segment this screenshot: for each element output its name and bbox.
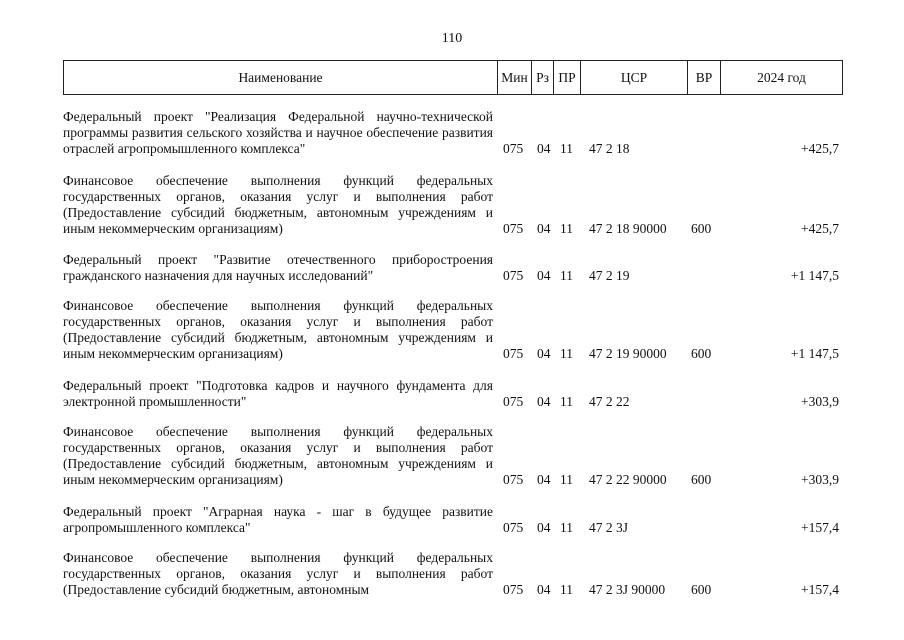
row-rz: 04 [537, 520, 551, 535]
row-rz: 04 [537, 394, 551, 409]
row-name: Финансовое обеспечение выполнения функций федеральных государственных органов, оказания услуг и выполнения работ (Предоставление субсидий бюджетным, автономным [63, 550, 493, 597]
table-row [63, 424, 843, 488]
table-row [63, 550, 843, 598]
page-number: 110 [441, 31, 463, 46]
row-sum: +1 147,5 [790, 268, 839, 283]
row-name: Федеральный проект "Реализация Федеральной научно-технической программы развития сельского хозяйства и научное обеспечение развития отраслей агропромышленного комплекса" [63, 109, 493, 156]
row-pr: 11 [560, 582, 573, 597]
table-row [63, 109, 843, 157]
header-min: Мин [498, 61, 532, 94]
row-min: 075 [503, 221, 524, 236]
row-name: Федеральный проект "Аграрная наука - шаг в будущее развитие агропромышленного комплекса" [63, 504, 493, 535]
row-pr: 11 [560, 268, 573, 283]
row-min: 075 [503, 582, 524, 597]
row-vr: 600 [691, 346, 712, 361]
row-min: 075 [503, 346, 524, 361]
row-min: 075 [503, 141, 524, 156]
row-rz: 04 [537, 472, 551, 487]
row-sum: +425,7 [801, 221, 839, 236]
header-name: Наименование [64, 61, 498, 94]
row-sum: +157,4 [801, 582, 839, 597]
row-pr: 11 [560, 520, 573, 535]
row-rz: 04 [537, 141, 551, 156]
row-sum: +1 147,5 [790, 346, 839, 361]
table-header [63, 60, 843, 95]
row-pr: 11 [560, 472, 573, 487]
table-row [63, 378, 843, 410]
row-min: 075 [503, 394, 524, 409]
table-row [63, 298, 843, 362]
row-vr: 600 [691, 582, 712, 597]
row-rz: 04 [537, 582, 551, 597]
row-sum: +303,9 [801, 472, 839, 487]
row-sum: +303,9 [801, 394, 839, 409]
header-pr: ПР [554, 61, 581, 94]
table-row [63, 252, 843, 284]
row-sum: +425,7 [801, 141, 839, 156]
header-vr: ВР [688, 61, 721, 94]
row-csr: 47 2 3J 90000 [589, 582, 666, 597]
header-year: 2024 год [757, 69, 806, 85]
row-name: Финансовое обеспечение выполнения функций федеральных государственных органов, оказания услуг и выполнения работ (Предоставление субсидий бюджетным, автономным учреждениям и иным некоммерческим организациям) [63, 424, 493, 487]
row-min: 075 [503, 472, 524, 487]
table-row [63, 504, 843, 536]
row-csr: 47 2 19 [589, 268, 630, 283]
header-rz: Рз [532, 61, 554, 94]
row-vr: 600 [691, 221, 712, 236]
row-name: Федеральный проект "Подготовка кадров и научного фундамента для электронной промышленности" [63, 378, 493, 409]
row-csr: 47 2 18 [589, 141, 630, 156]
row-csr: 47 2 18 90000 [589, 221, 667, 236]
row-name: Финансовое обеспечение выполнения функций федеральных государственных органов, оказания услуг и выполнения работ (Предоставление субсидий бюджетным, автономным учреждениям и иным некоммерческим организациям) [63, 173, 493, 236]
header-csr: ЦСР [581, 61, 688, 94]
table-row [63, 173, 843, 237]
row-pr: 11 [560, 221, 573, 236]
row-csr: 47 2 3J [589, 520, 629, 535]
row-name: Финансовое обеспечение выполнения функций федеральных государственных органов, оказания услуг и выполнения работ (Предоставление субсидий бюджетным, автономным учреждениям и иным некоммерческим организациям) [63, 298, 493, 361]
row-rz: 04 [537, 221, 551, 236]
row-csr: 47 2 22 90000 [589, 472, 667, 487]
row-csr: 47 2 22 [589, 394, 630, 409]
row-pr: 11 [560, 394, 573, 409]
row-pr: 11 [560, 346, 573, 361]
row-rz: 04 [537, 268, 551, 283]
row-vr: 600 [691, 472, 712, 487]
row-rz: 04 [537, 346, 551, 361]
row-csr: 47 2 19 90000 [589, 346, 667, 361]
row-min: 075 [503, 520, 524, 535]
row-sum: +157,4 [801, 520, 839, 535]
row-name: Федеральный проект "Развитие отечественного приборостроения гражданского назначения для научных исследований" [63, 252, 493, 283]
row-pr: 11 [560, 141, 573, 156]
row-min: 075 [503, 268, 524, 283]
